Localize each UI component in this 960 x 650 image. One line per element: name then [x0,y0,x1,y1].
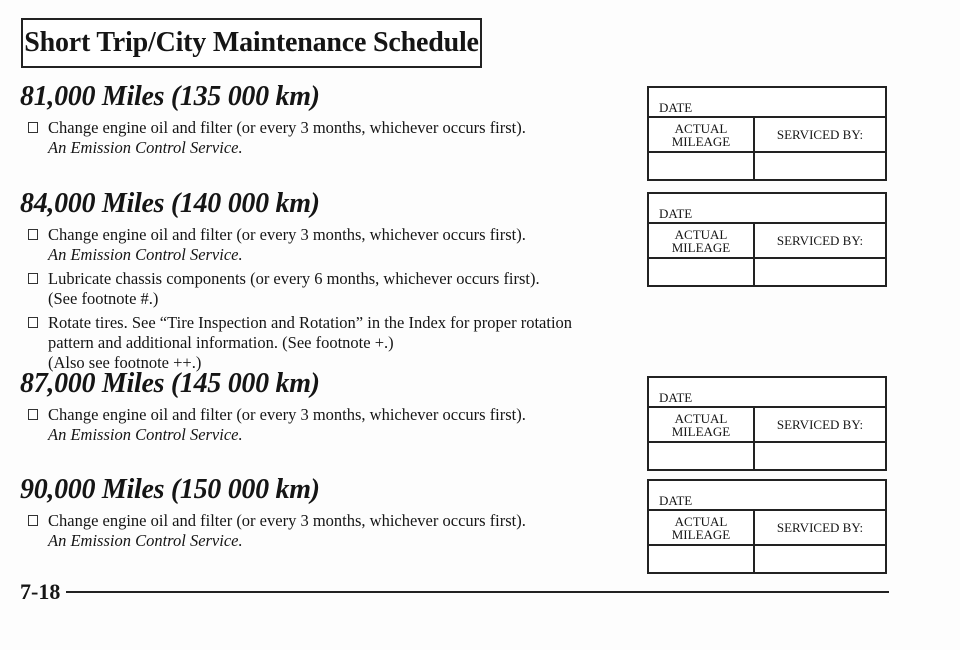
serviced-by-label-text: SERVICED BY: [776,519,864,535]
service-item-text: Change engine oil and filter (or every 3 months, whichever occurs first). [48,405,526,424]
service-item [20,225,620,265]
checkbox-icon[interactable] [28,515,38,526]
actual-mileage-field[interactable] [649,443,755,469]
mileage-heading: 87,000 Miles (145 000 km) [20,368,320,399]
date-label: DATE [659,493,693,508]
actual-mileage-field[interactable] [649,546,755,572]
service-log-box [647,192,887,287]
actual-mileage-field[interactable] [649,153,755,179]
service-section-87000 [20,367,620,445]
actual-mileage-label-line2: MILEAGE [671,239,731,255]
date-field[interactable] [649,481,885,511]
service-item-footnote: (See footnote #.) [48,289,159,308]
log-entry-row [649,546,885,572]
date-label: DATE [659,206,693,221]
serviced-by-field[interactable] [755,153,885,179]
actual-mileage-label-line1: ACTUAL [674,120,728,136]
actual-mileage-label-line2: MILEAGE [671,526,731,542]
service-log-box [647,86,887,181]
actual-mileage-label-line1: ACTUAL [674,410,728,426]
date-field[interactable] [649,378,885,408]
serviced-by-label [755,118,885,151]
log-entry-row [649,153,885,179]
date-field[interactable] [649,88,885,118]
service-item-footnote: (Also see footnote ++.) [48,353,202,372]
checkbox-icon[interactable] [28,229,38,240]
serviced-by-label-text: SERVICED BY: [776,126,864,142]
service-item [20,511,620,551]
page-title [21,18,482,68]
date-label: DATE [659,100,693,115]
serviced-by-label [755,511,885,544]
checkbox-icon[interactable] [28,273,38,284]
serviced-by-label [755,408,885,441]
service-section-90000 [20,473,620,551]
service-item-note: An Emission Control Service. [48,531,243,550]
actual-mileage-label [649,118,755,151]
service-item-text: Change engine oil and filter (or every 3 months, whichever occurs first). [48,511,526,530]
mileage-heading: 84,000 Miles (140 000 km) [20,188,320,219]
service-item-text: Rotate tires. See “Tire Inspection and Rotation” in the Index for proper rotation pattern and additional information. (See footnote +.) [48,313,573,352]
page-title-text: Short Trip/City Maintenance Schedule [24,27,479,58]
checkbox-icon[interactable] [28,122,38,133]
mileage-heading: 90,000 Miles (150 000 km) [20,474,320,505]
log-header-row [649,118,885,153]
service-item [20,118,620,158]
mileage-heading: 81,000 Miles (135 000 km) [20,81,320,112]
serviced-by-field[interactable] [755,443,885,469]
serviced-by-field[interactable] [755,546,885,572]
log-header-row [649,511,885,546]
service-item [20,269,620,309]
actual-mileage-label [649,511,755,544]
date-field[interactable] [649,194,885,224]
service-item-text: Change engine oil and filter (or every 3 months, whichever occurs first). [48,225,526,244]
service-item [20,405,620,445]
service-item-note: An Emission Control Service. [48,425,243,444]
log-entry-row [649,443,885,469]
page-number: 7-18 [20,579,61,604]
serviced-by-label-text: SERVICED BY: [776,416,864,432]
serviced-by-label [755,224,885,257]
service-item [20,313,620,373]
service-item-note: An Emission Control Service. [48,138,243,157]
date-label: DATE [659,390,693,405]
service-item-note: An Emission Control Service. [48,245,243,264]
actual-mileage-label-line1: ACTUAL [674,513,728,529]
service-section-81000 [20,80,620,158]
footer-divider [66,591,889,593]
actual-mileage-label [649,408,755,441]
actual-mileage-label-line2: MILEAGE [671,133,731,149]
actual-mileage-field[interactable] [649,259,755,285]
actual-mileage-label [649,224,755,257]
serviced-by-field[interactable] [755,259,885,285]
service-log-box [647,376,887,471]
service-log-box [647,479,887,574]
checkbox-icon[interactable] [28,409,38,420]
service-item-text: Lubricate chassis components (or every 6 months, whichever occurs first). [48,269,540,288]
log-header-row [649,224,885,259]
checkbox-icon[interactable] [28,317,38,328]
log-header-row [649,408,885,443]
service-section-84000 [20,187,620,373]
actual-mileage-label-line1: ACTUAL [674,226,728,242]
actual-mileage-label-line2: MILEAGE [671,423,731,439]
service-item-text: Change engine oil and filter (or every 3 months, whichever occurs first). [48,118,526,137]
serviced-by-label-text: SERVICED BY: [776,232,864,248]
log-entry-row [649,259,885,285]
